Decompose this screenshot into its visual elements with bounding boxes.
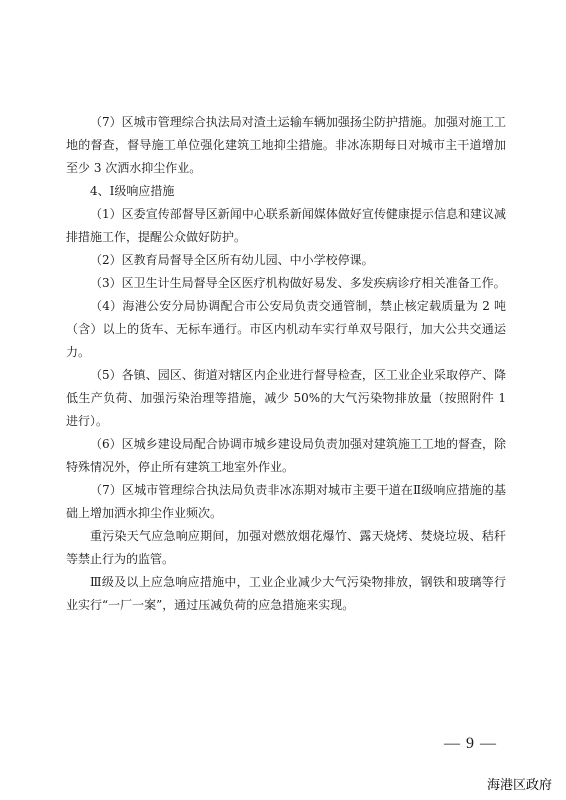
paragraph-5-industrial-measures: （5）各镇、园区、街道对辖区内企业进行督导检查，区工业企业采取停产、降低生产负荷、加强污染治理等措施，减少 50%的大气污染物排放量（按照附件 1 进行）。: [66, 368, 506, 428]
paragraph-7-road-sprinkling: （7）区城市管理综合执法局负责非冰冻期对城市主要干道在Ⅱ级响应措施的基础上增加洒水抑尘作业频次。: [66, 483, 506, 520]
paragraph-1-publicity: （1）区委宣传部督导区新闻中心联系新闻媒体做好宣传健康提示信息和建议减排措施工作，提醒公众做好防护。: [66, 207, 506, 244]
paragraph-prohibited-behaviors: 重污染天气应急响应期间，加强对燃放烟花爆竹、露天烧烤、焚烧垃圾、秸秆等禁止行为的监管。: [66, 529, 506, 566]
section-heading-level-1-response: 4、Ⅰ级响应措施: [90, 184, 175, 198]
page-number: — 9 —: [444, 735, 497, 752]
paragraph-3-medical-preparation: （3）区卫生计生局督导全区医疗机构做好易发、多发疾病诊疗相关准备工作。: [90, 276, 506, 290]
source-watermark: 海港区政府: [487, 778, 553, 793]
paragraph-7-dust-control: （7）区城市管理综合执法局对渣土运输车辆加强扬尘防护措施。加强对施工工地的督查，督导施工单位强化建筑工地抑尘措施。非冰冻期每日对城市主干道增加至少 3 次洒水抑尘作业。: [66, 115, 506, 175]
paragraph-6-construction-halt: （6）区城乡建设局配合协调市城乡建设局负责加强对建筑施工工地的督查，除特殊情况外，停止所有建筑工地室外作业。: [66, 437, 506, 474]
paragraph-2-school-closure: （2）区教育局督导全区所有幼儿园、中小学校停课。: [90, 253, 374, 267]
paragraph-4-traffic-control: （4）海港公安分局协调配合市公安局负责交通管制，禁止核定载质量为 2 吨（含）以上的货车、无标车通行。市区内机动车实行单双号限行，加大公共交通运力。: [66, 299, 506, 359]
paragraph-industrial-emission-reduction: Ⅲ级及以上应急响应措施中，工业企业减少大气污染物排放，钢铁和玻璃等行业实行“一厂一案”，通过压减负荷的应急措施来实现。: [66, 575, 506, 612]
